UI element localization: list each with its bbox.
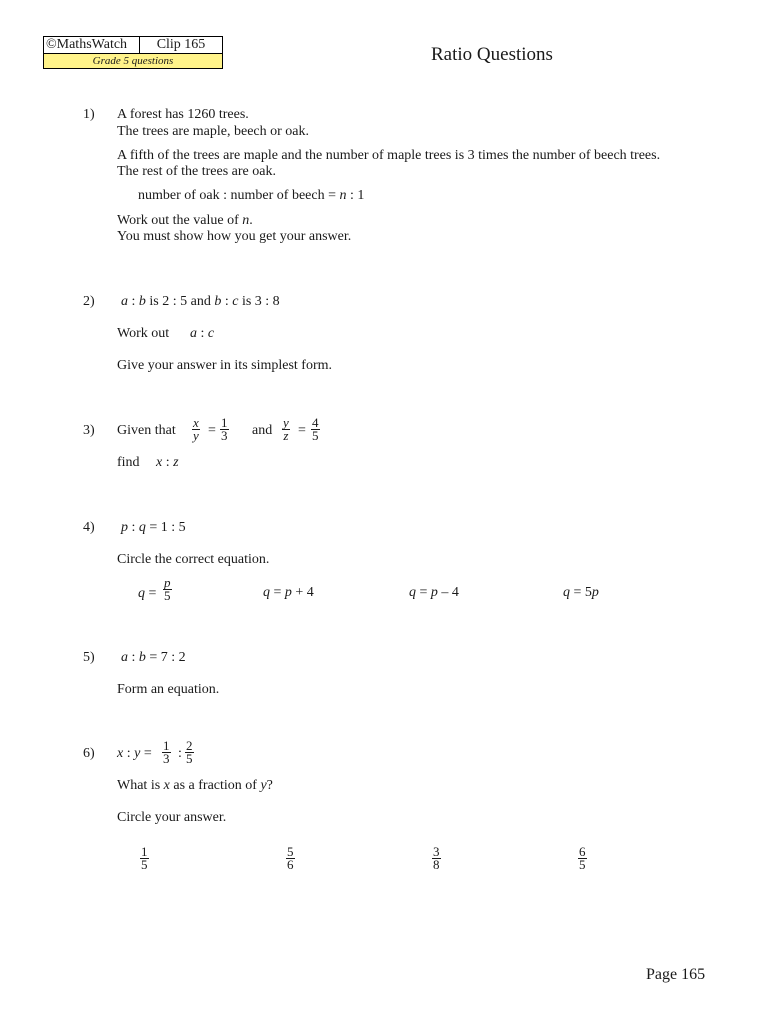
q3-eq2: = xyxy=(298,423,306,438)
q6-question xyxy=(117,778,273,794)
q2-expr-a: a xyxy=(190,326,197,341)
q3-and: and xyxy=(252,423,273,438)
q5-sep: : xyxy=(128,650,139,665)
q4-opt2-mid: = xyxy=(270,585,285,600)
q6-q-mid: as a fraction of xyxy=(169,778,261,793)
q3-f2-num: 1 xyxy=(221,415,228,430)
q6-fraction-1-3 xyxy=(162,740,171,765)
q4-opt3-rest: – 4 xyxy=(437,585,459,600)
q6-option-3[interactable] xyxy=(432,846,441,871)
q6-number: 6) xyxy=(83,746,95,761)
q6-f2-den: 5 xyxy=(186,751,193,766)
q6-opt4-den: 5 xyxy=(579,857,586,872)
brand-label: ©MathsWatch xyxy=(44,37,140,53)
q6-option-4[interactable] xyxy=(578,846,587,871)
q1-work-var: n xyxy=(242,213,250,228)
q5-statement xyxy=(121,650,186,666)
q4-opt4-q: q xyxy=(563,585,570,600)
q6-var-x: x xyxy=(117,746,124,761)
q4-var-p: p xyxy=(121,520,128,535)
q1-line3: A fifth of the trees are maple and the number of maple trees is 3 times the number of beech trees. xyxy=(117,148,661,163)
q3-find-z: z xyxy=(173,455,179,470)
q6-f2-num: 2 xyxy=(186,738,193,753)
q4-opt3-mid: = xyxy=(416,585,431,600)
q4-sep: : xyxy=(128,520,139,535)
q6-eq: = xyxy=(140,746,152,761)
q4-opt4-mid: = 5 xyxy=(570,585,592,600)
q5-instruction: Form an equation. xyxy=(117,682,220,697)
q6-q-end: ? xyxy=(266,778,273,793)
q2-simplest: Give your answer in its simplest form. xyxy=(117,358,333,373)
q4-option-2[interactable] xyxy=(263,585,314,601)
q2-statement xyxy=(121,294,280,310)
q6-opt1-num: 1 xyxy=(141,844,148,859)
q4-opt1-q: q xyxy=(138,586,145,601)
clip-label: Clip 165 xyxy=(156,37,206,52)
q3-find-sep: : xyxy=(162,455,174,470)
q3-f3-den: z xyxy=(283,428,289,443)
q3-find: find xyxy=(117,455,140,470)
q2-work-out: Work out xyxy=(117,326,170,341)
q1-work-end: . xyxy=(249,213,253,228)
q3-number: 3) xyxy=(83,423,95,438)
q6-var-y: y xyxy=(134,746,141,761)
q2-var-c: c xyxy=(232,294,239,309)
q6-opt1-den: 5 xyxy=(141,857,148,872)
q4-number: 4) xyxy=(83,520,95,535)
q1-work-text: Work out the value of xyxy=(117,213,243,228)
q4-opt1-num: p xyxy=(164,575,171,590)
header-top-row xyxy=(44,37,222,54)
q2-expr-c: c xyxy=(207,326,215,341)
q4-statement xyxy=(121,520,186,536)
q3-f1-den: y xyxy=(193,428,199,443)
q2-var-b2: b xyxy=(214,294,222,309)
page-title: Ratio Questions xyxy=(431,44,553,65)
q4-option-1[interactable] xyxy=(138,586,156,602)
q4-opt2-q: q xyxy=(263,585,270,600)
q3-f3-num: y xyxy=(283,415,289,430)
q2-var-b: b xyxy=(138,294,146,309)
q5-rest: = 7 : 2 xyxy=(145,650,186,665)
q3-find-x: x xyxy=(156,455,163,470)
q3-fraction-x-over-y xyxy=(192,417,200,442)
q3-eq1: = xyxy=(208,423,216,438)
q6-option-1[interactable] xyxy=(140,846,149,871)
q1-ratio-end: : 1 xyxy=(346,188,365,203)
q2-var-a: a xyxy=(121,294,128,309)
q6-f1-num: 1 xyxy=(163,738,170,753)
q6-option-2[interactable] xyxy=(286,846,295,871)
q6-ratio xyxy=(117,746,152,762)
q4-opt4-p: p xyxy=(591,585,599,600)
q1-line4: The rest of the trees are oak. xyxy=(117,164,276,179)
q3-fraction-1-3 xyxy=(220,417,229,442)
q4-option-3[interactable] xyxy=(409,585,459,601)
q4-opt2-p: p xyxy=(284,585,292,600)
q1-ratio-text: number of oak : number of beech = xyxy=(138,188,340,203)
q6-q-x: x xyxy=(163,778,170,793)
q6-opt4-num: 6 xyxy=(579,844,586,859)
q4-var-q: q xyxy=(138,520,146,535)
q6-sep: : xyxy=(123,746,135,761)
q2-sep1: : xyxy=(128,294,139,309)
q1-line2: The trees are maple, beech or oak. xyxy=(117,124,310,139)
q6-instruction: Circle your answer. xyxy=(117,810,227,825)
q4-instruction: Circle the correct equation. xyxy=(117,552,270,567)
q2-text2: is 2 : 5 and xyxy=(145,294,215,309)
q1-line1: A forest has 1260 trees. xyxy=(117,107,249,122)
q6-opt3-num: 3 xyxy=(433,844,440,859)
q1-show: You must show how you get your answer. xyxy=(117,229,352,244)
q6-f1-den: 3 xyxy=(163,751,170,766)
q1-ratio xyxy=(138,188,364,204)
q5-var-a: a xyxy=(121,650,128,665)
q4-opt3-q: q xyxy=(409,585,416,600)
q6-q-y: y xyxy=(260,778,267,793)
q6-colon: : xyxy=(178,746,182,761)
q5-var-b: b xyxy=(138,650,146,665)
q3-f4-den: 5 xyxy=(312,428,319,443)
q3-fraction-y-over-z xyxy=(282,417,290,442)
q2-expr xyxy=(190,326,214,342)
q6-opt2-den: 6 xyxy=(287,857,294,872)
q3-given: Given that xyxy=(117,423,176,438)
q2-number: 2) xyxy=(83,294,95,309)
q2-sep2: : xyxy=(221,294,233,309)
q1-work xyxy=(117,213,253,229)
q4-opt1-eq: = xyxy=(145,586,157,601)
q6-opt3-den: 8 xyxy=(433,857,440,872)
q6-fraction-2-5 xyxy=(185,740,194,765)
q3-f4-num: 4 xyxy=(312,415,319,430)
q3-find-expr xyxy=(156,455,179,471)
q4-opt2-rest: + 4 xyxy=(291,585,314,600)
q2-expr-sep: : xyxy=(197,326,208,341)
q2-text4: is 3 : 8 xyxy=(238,294,280,309)
q6-q-start: What is xyxy=(117,778,164,793)
q1-number: 1) xyxy=(83,107,95,122)
page-number: Page 165 xyxy=(646,966,706,983)
q6-opt2-num: 5 xyxy=(287,844,294,859)
q4-opt1-den: 5 xyxy=(164,588,171,603)
q3-f1-num: x xyxy=(193,415,199,430)
q4-option-1-fraction[interactable] xyxy=(163,577,172,602)
q5-number: 5) xyxy=(83,650,95,665)
q4-opt3-p: p xyxy=(430,585,438,600)
q4-rest: = 1 : 5 xyxy=(145,520,186,535)
header-box xyxy=(43,36,223,69)
q3-f2-den: 3 xyxy=(221,428,228,443)
grade-label: Grade 5 questions xyxy=(44,54,222,68)
q3-fraction-4-5 xyxy=(311,417,320,442)
q1-ratio-var: n xyxy=(339,188,347,203)
q4-option-4[interactable] xyxy=(563,585,599,601)
